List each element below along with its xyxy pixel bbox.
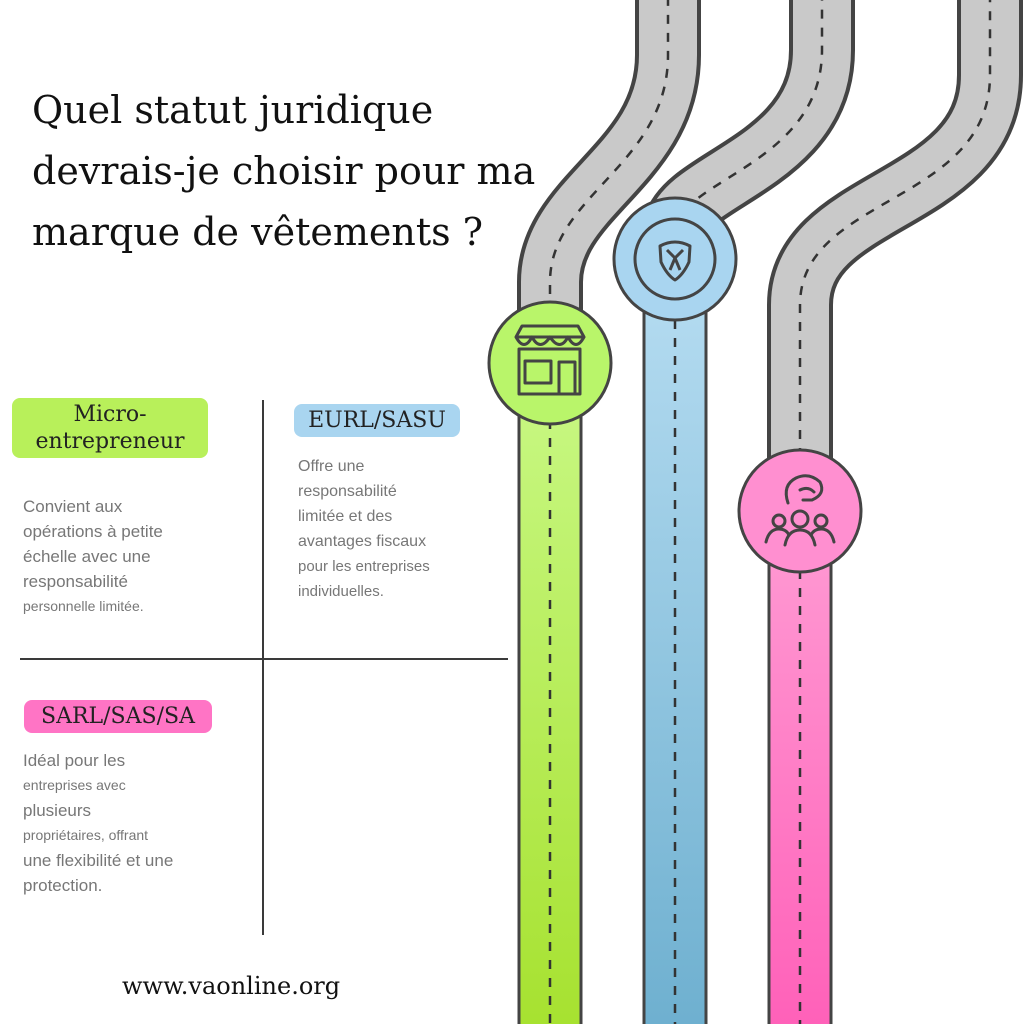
sarl-desc-line: entreprises avec <box>23 777 126 793</box>
sarl-desc-line: plusieurs <box>23 801 92 820</box>
title-line-3: marque de vêtements ? <box>32 210 484 254</box>
shield-badge <box>614 198 736 320</box>
eurl-sasu-description <box>298 454 430 604</box>
page-title <box>32 80 536 263</box>
sarl-sas-sa-tag: SARL/SAS/SA <box>24 700 212 733</box>
sarl-sas-sa-description <box>23 748 173 898</box>
micro-desc-line: échelle avec une <box>23 547 151 566</box>
micro-entrepreneur-tag <box>12 398 208 458</box>
micro-desc-line: personnelle limitée. <box>23 598 144 614</box>
eurl-desc-line: Offre une <box>298 458 365 475</box>
eurl-desc-line: avantages fiscaux <box>298 533 427 550</box>
micro-entrepreneur-description <box>23 494 163 619</box>
road-blue <box>644 280 706 1024</box>
eurl-desc-line: individuelles. <box>298 583 384 600</box>
sarl-desc-line: protection. <box>23 876 103 895</box>
micro-desc-line: opérations à petite <box>23 522 163 541</box>
eurl-sasu-tag: EURL/SASU <box>294 404 460 437</box>
eurl-desc-line: responsabilité <box>298 483 397 500</box>
title-line-1: Quel statut juridique <box>32 88 434 132</box>
eurl-desc-line: limitée et des <box>298 508 393 525</box>
micro-desc-line: Convient aux <box>23 497 123 516</box>
road-pink <box>769 530 831 1024</box>
sarl-desc-line: Idéal pour les <box>23 751 126 770</box>
eurl-desc-line: pour les entreprises <box>298 558 430 575</box>
road-green <box>519 380 581 1024</box>
website-url: www.vaonline.org <box>122 972 341 1000</box>
micro-tag-line-2: entrepreneur <box>35 429 185 454</box>
micro-tag-line-1: Micro- <box>73 402 147 427</box>
shop-badge <box>489 302 611 424</box>
title-line-2: devrais-je choisir pour ma <box>32 149 536 193</box>
team-badge <box>739 450 861 572</box>
sarl-desc-line: propriétaires, offrant <box>23 827 149 843</box>
micro-desc-line: responsabilité <box>23 572 128 591</box>
sarl-desc-line: une flexibilité et une <box>23 851 174 870</box>
